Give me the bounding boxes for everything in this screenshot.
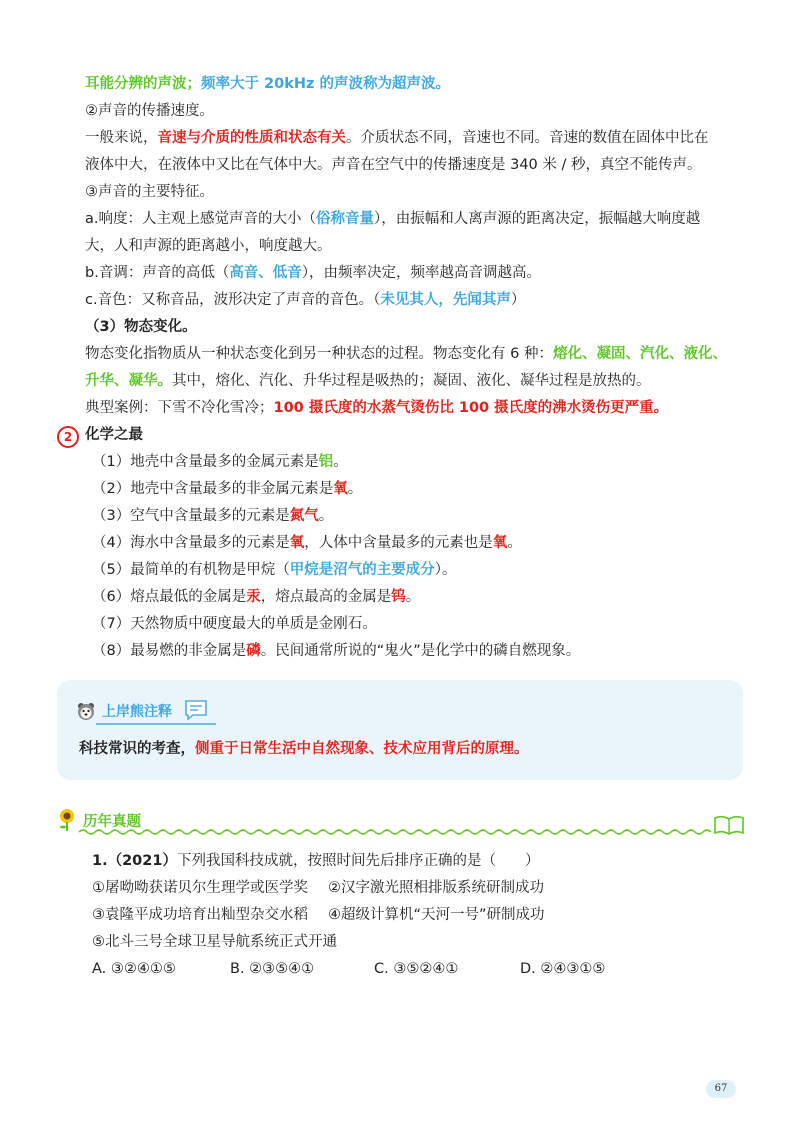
list-item: [92, 559, 456, 581]
text: ③声音的主要特征。: [85, 184, 214, 200]
history-header: [57, 806, 747, 836]
note-title: 上岸熊注释: [102, 704, 172, 720]
text-red: 100 摄氏度的水蒸气烫伤比 100 摄氏度的沸水烫伤更严重。: [273, 400, 669, 416]
text-red: 侧重于日常生活中自然现象、技术应用背后的原理。: [195, 741, 529, 757]
note-box: [57, 680, 743, 780]
line-state-heading: [85, 316, 197, 338]
text-blue: 高音、低音: [229, 265, 302, 281]
text: c.音色：又称音品，波形决定了声音的音色。（: [85, 292, 381, 308]
text-green: 熔化、凝固、汽化、液化、: [552, 346, 727, 362]
text-green: 铝: [318, 454, 334, 470]
text: 液体中大，在液体中又比在气体中大。声音在空气中的传播速度是 340 米 / 秒，真空不能传声。: [85, 157, 702, 173]
question-stem: [92, 850, 539, 872]
text-red: 音速与介质的性质和状态有关: [157, 130, 346, 146]
text: 。: [318, 508, 334, 524]
note-header: [76, 699, 216, 725]
line-case: [85, 397, 668, 419]
option-a[interactable]: A. ③②④①⑤: [92, 961, 176, 977]
text: ，人体中含量最多的元素也是: [304, 535, 493, 551]
question-statements-row: [92, 877, 544, 899]
line-loudness-1: [85, 208, 700, 230]
text-blue: 甲烷是沼气的主要成分: [289, 562, 435, 578]
statement: ②汉字激光照相排版系统研制成功: [328, 880, 544, 896]
text: 其中，熔化、汽化、升华过程是吸热的；凝固、液化、凝华过程是放热的。: [172, 373, 651, 389]
bear-icon: [76, 701, 96, 721]
text-green: 耳能分辨的声波；: [85, 76, 201, 92]
text: ②声音的传播速度。: [85, 103, 214, 119]
text: （6）熔点最低的金属是: [92, 589, 247, 605]
statement: ③袁隆平成功培育出籼型杂交水稻: [92, 907, 308, 923]
text: 。: [347, 481, 363, 497]
text-red: 钨: [391, 589, 406, 605]
text: 。介质状态不同，音速也不同。音速的数值在固体中比在: [346, 130, 709, 146]
list-item: [92, 451, 348, 473]
text: ，熔点最高的金属是: [260, 589, 392, 605]
open-book-icon: [713, 814, 745, 836]
text: a.响度：人主观上感觉声音的大小（: [85, 211, 316, 227]
text: 物态变化指物质从一种状态变化到另一种状态的过程。物态变化有 6 种：: [85, 346, 553, 362]
text: （2）地壳中含量最多的非金属元素是: [92, 481, 334, 497]
text-blue: 频率大于 20kHz 的声波称为超声波。: [201, 76, 450, 92]
list-item: [92, 586, 420, 608]
chat-bubble-icon: [184, 699, 208, 721]
section-title-chemistry: 化学之最: [85, 427, 143, 443]
text-red: 汞: [246, 589, 261, 605]
text: （8）最易燃的非金属是: [92, 643, 247, 659]
text: 。民间通常所说的“鬼火”是化学中的磷自燃现象。: [260, 643, 581, 659]
text: （3）空气中含量最多的元素是: [92, 508, 290, 524]
line-ultrasound: [85, 73, 450, 95]
page-number: 67: [706, 1080, 736, 1098]
line-state-2: [85, 370, 651, 392]
statement: ④超级计算机“天河一号”研制成功: [328, 907, 545, 923]
question-statements-row: [92, 904, 545, 926]
list-item: [92, 640, 580, 662]
question-statements-row: [92, 931, 337, 953]
text: 下列我国科技成就，按照时间先后排序正确的是（ ）: [176, 853, 540, 869]
text-red: 氧: [492, 535, 508, 551]
wavy-divider: [57, 824, 747, 836]
line-features-heading: [85, 181, 214, 203]
option-d[interactable]: D. ②④③①⑤: [520, 961, 606, 977]
text: 一般来说，: [85, 130, 158, 146]
text: （1）地壳中含量最多的金属元素是: [92, 454, 319, 470]
text-blue: 俗称音量: [316, 211, 374, 227]
line-timbre: [85, 289, 525, 311]
history-title: 历年真题: [83, 814, 141, 830]
text: ），由频率决定，频率越高音调越高。: [301, 265, 542, 281]
line-state-1: [85, 343, 727, 365]
text-blue: 未见其人，先闻其声: [380, 292, 511, 308]
text: ）。: [434, 562, 457, 578]
line-speed-2: [85, 154, 702, 176]
line-speed-heading: [85, 100, 214, 122]
list-item: [92, 532, 522, 554]
text: 典型案例：下雪不冷化雪冷；: [85, 400, 274, 416]
option-b[interactable]: B. ②③⑤④①: [230, 961, 315, 977]
note-title-underline: [96, 723, 216, 725]
line-pitch: [85, 262, 541, 284]
text-red: 氧: [333, 481, 348, 497]
text-green: 升华、凝华。: [85, 373, 172, 389]
statement: ⑤北斗三号全球卫星导航系统正式开通: [92, 934, 337, 950]
text: （4）海水中含量最多的元素是: [92, 535, 290, 551]
text: 。: [507, 535, 522, 551]
text: 。: [333, 454, 348, 470]
text-red: 磷: [246, 643, 261, 659]
section-number-badge: 2: [57, 426, 79, 448]
option-c[interactable]: C. ③⑤②④①: [374, 961, 459, 977]
text: ），由振幅和人离声源的距离决定，振幅越大响度越: [374, 211, 701, 227]
statement: ①屠呦呦获诺贝尔生理学或医学奖: [92, 880, 308, 896]
line-speed-1: [85, 127, 709, 149]
list-item: [92, 613, 377, 635]
list-item: [92, 505, 333, 527]
text: 。: [405, 589, 421, 605]
text: （5）最简单的有机物是甲烷（: [92, 562, 290, 578]
text: （3）物态变化。: [85, 319, 197, 335]
note-text: [79, 738, 529, 760]
text-red: 氧: [289, 535, 305, 551]
text: ）: [510, 292, 526, 308]
text: b.音调：声音的高低（: [85, 265, 230, 281]
text: 大，人和声源的距离越小，响度越大。: [85, 238, 332, 254]
list-item: [92, 478, 362, 500]
text-red: 氮气: [289, 508, 319, 524]
line-loudness-2: [85, 235, 332, 257]
text: 科技常识的考查，: [79, 741, 195, 757]
text: （7）天然物质中硬度最大的单质是金刚石。: [92, 616, 377, 632]
question-number: 1.（2021）: [92, 853, 177, 869]
